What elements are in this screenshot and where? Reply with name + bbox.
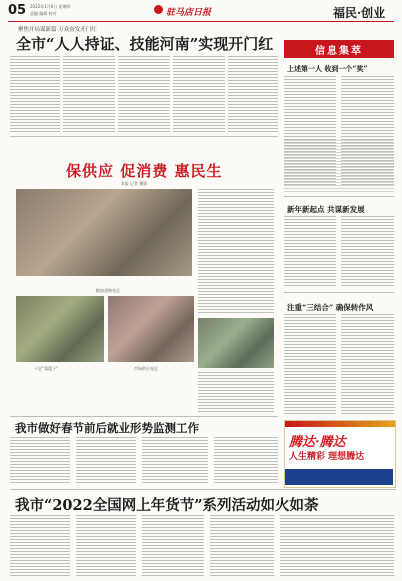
photo-caption-bottom-left: 十足“菜篮子” [34,366,59,371]
section-name: 福民·创业 [333,6,386,20]
article-bottom-col-5 [280,515,394,577]
sidebar-middle-rule [284,196,394,197]
feature-byline: 本报 记者 摄影 [120,181,148,186]
article-top-headline: 全市“人人持证、技能河南”实现开门红 [16,35,274,53]
article-bottom-col-4 [210,515,274,577]
article-epidemic-col-1 [10,437,70,483]
editor-line: 责编 编辑 校对 [30,11,57,16]
sidebar-lower-title: 注重“三结合” 确保转作风 [287,303,374,312]
article-bottom-rule [10,489,396,490]
article-top-col-1 [10,56,60,132]
photo-market [108,296,194,362]
article-epidemic-headline: 我市做好春节前后就业形势监测工作 [15,421,199,435]
info-box-title: 信息集萃 [315,46,363,57]
article-bottom-col-1 [10,515,70,577]
article-top-kicker: 聚焦开局谋新篇 万众奋发开门红 [18,27,97,33]
photo-caption-bottom-right: 市场供应充足 [134,366,158,371]
article-epidemic-col-4 [214,437,278,483]
article-bottom-col-3 [142,515,204,577]
page-number: 05 [8,3,27,18]
feature-headline: 保供应 促消费 惠民生 [66,162,223,180]
article-epidemic-col-2 [76,437,136,483]
advert-box [284,420,396,488]
advert-footer [285,469,393,485]
article-top-col-5 [228,56,278,132]
advert-banner: 腾达·腾达 [289,435,346,450]
article-top-divider [10,136,278,137]
feature-text-bottom [198,372,274,412]
paper-logo-icon [154,5,163,14]
sidebar-lower-col-1 [284,314,336,414]
info-box-header [284,40,394,58]
sidebar-lower-rule [284,292,394,293]
advert-top-strip [285,421,395,427]
advert-slogan: 人生精彩 理想腾达 [289,452,365,462]
article-bottom-headline: 我市“2022全国网上年货节”系列活动如火如荼 [15,497,319,514]
sidebar-middle-col-2 [341,216,394,286]
feature-text-col [198,189,274,315]
sidebar-middle-title: 新年新起点 共谋新发展 [287,205,365,214]
article-bottom-col-2 [76,515,136,577]
article-top-col-3 [118,56,170,132]
article-top-col-4 [173,56,225,132]
sidebar-middle-col-1 [284,216,336,286]
article-epidemic-col-3 [142,437,208,483]
paper-name: 驻马店日报 [166,8,212,18]
sidebar-lower-col-2 [341,314,394,414]
info-box-lead-title: 上述第一人 收到一个“奖” [287,64,368,73]
photo-vegetables [16,296,104,362]
article-top-col-2 [63,56,115,132]
article-epidemic-rule [10,416,278,417]
photo-mid-right [198,318,274,368]
photo-caption-left: 粮油货物充足 [96,288,120,293]
date-line: 2022年1月6日 星期四 [30,4,71,9]
photo-grain-oil [16,189,192,276]
masthead [8,3,394,21]
masthead-rule [8,21,394,22]
info-box-col-3 [284,140,394,192]
